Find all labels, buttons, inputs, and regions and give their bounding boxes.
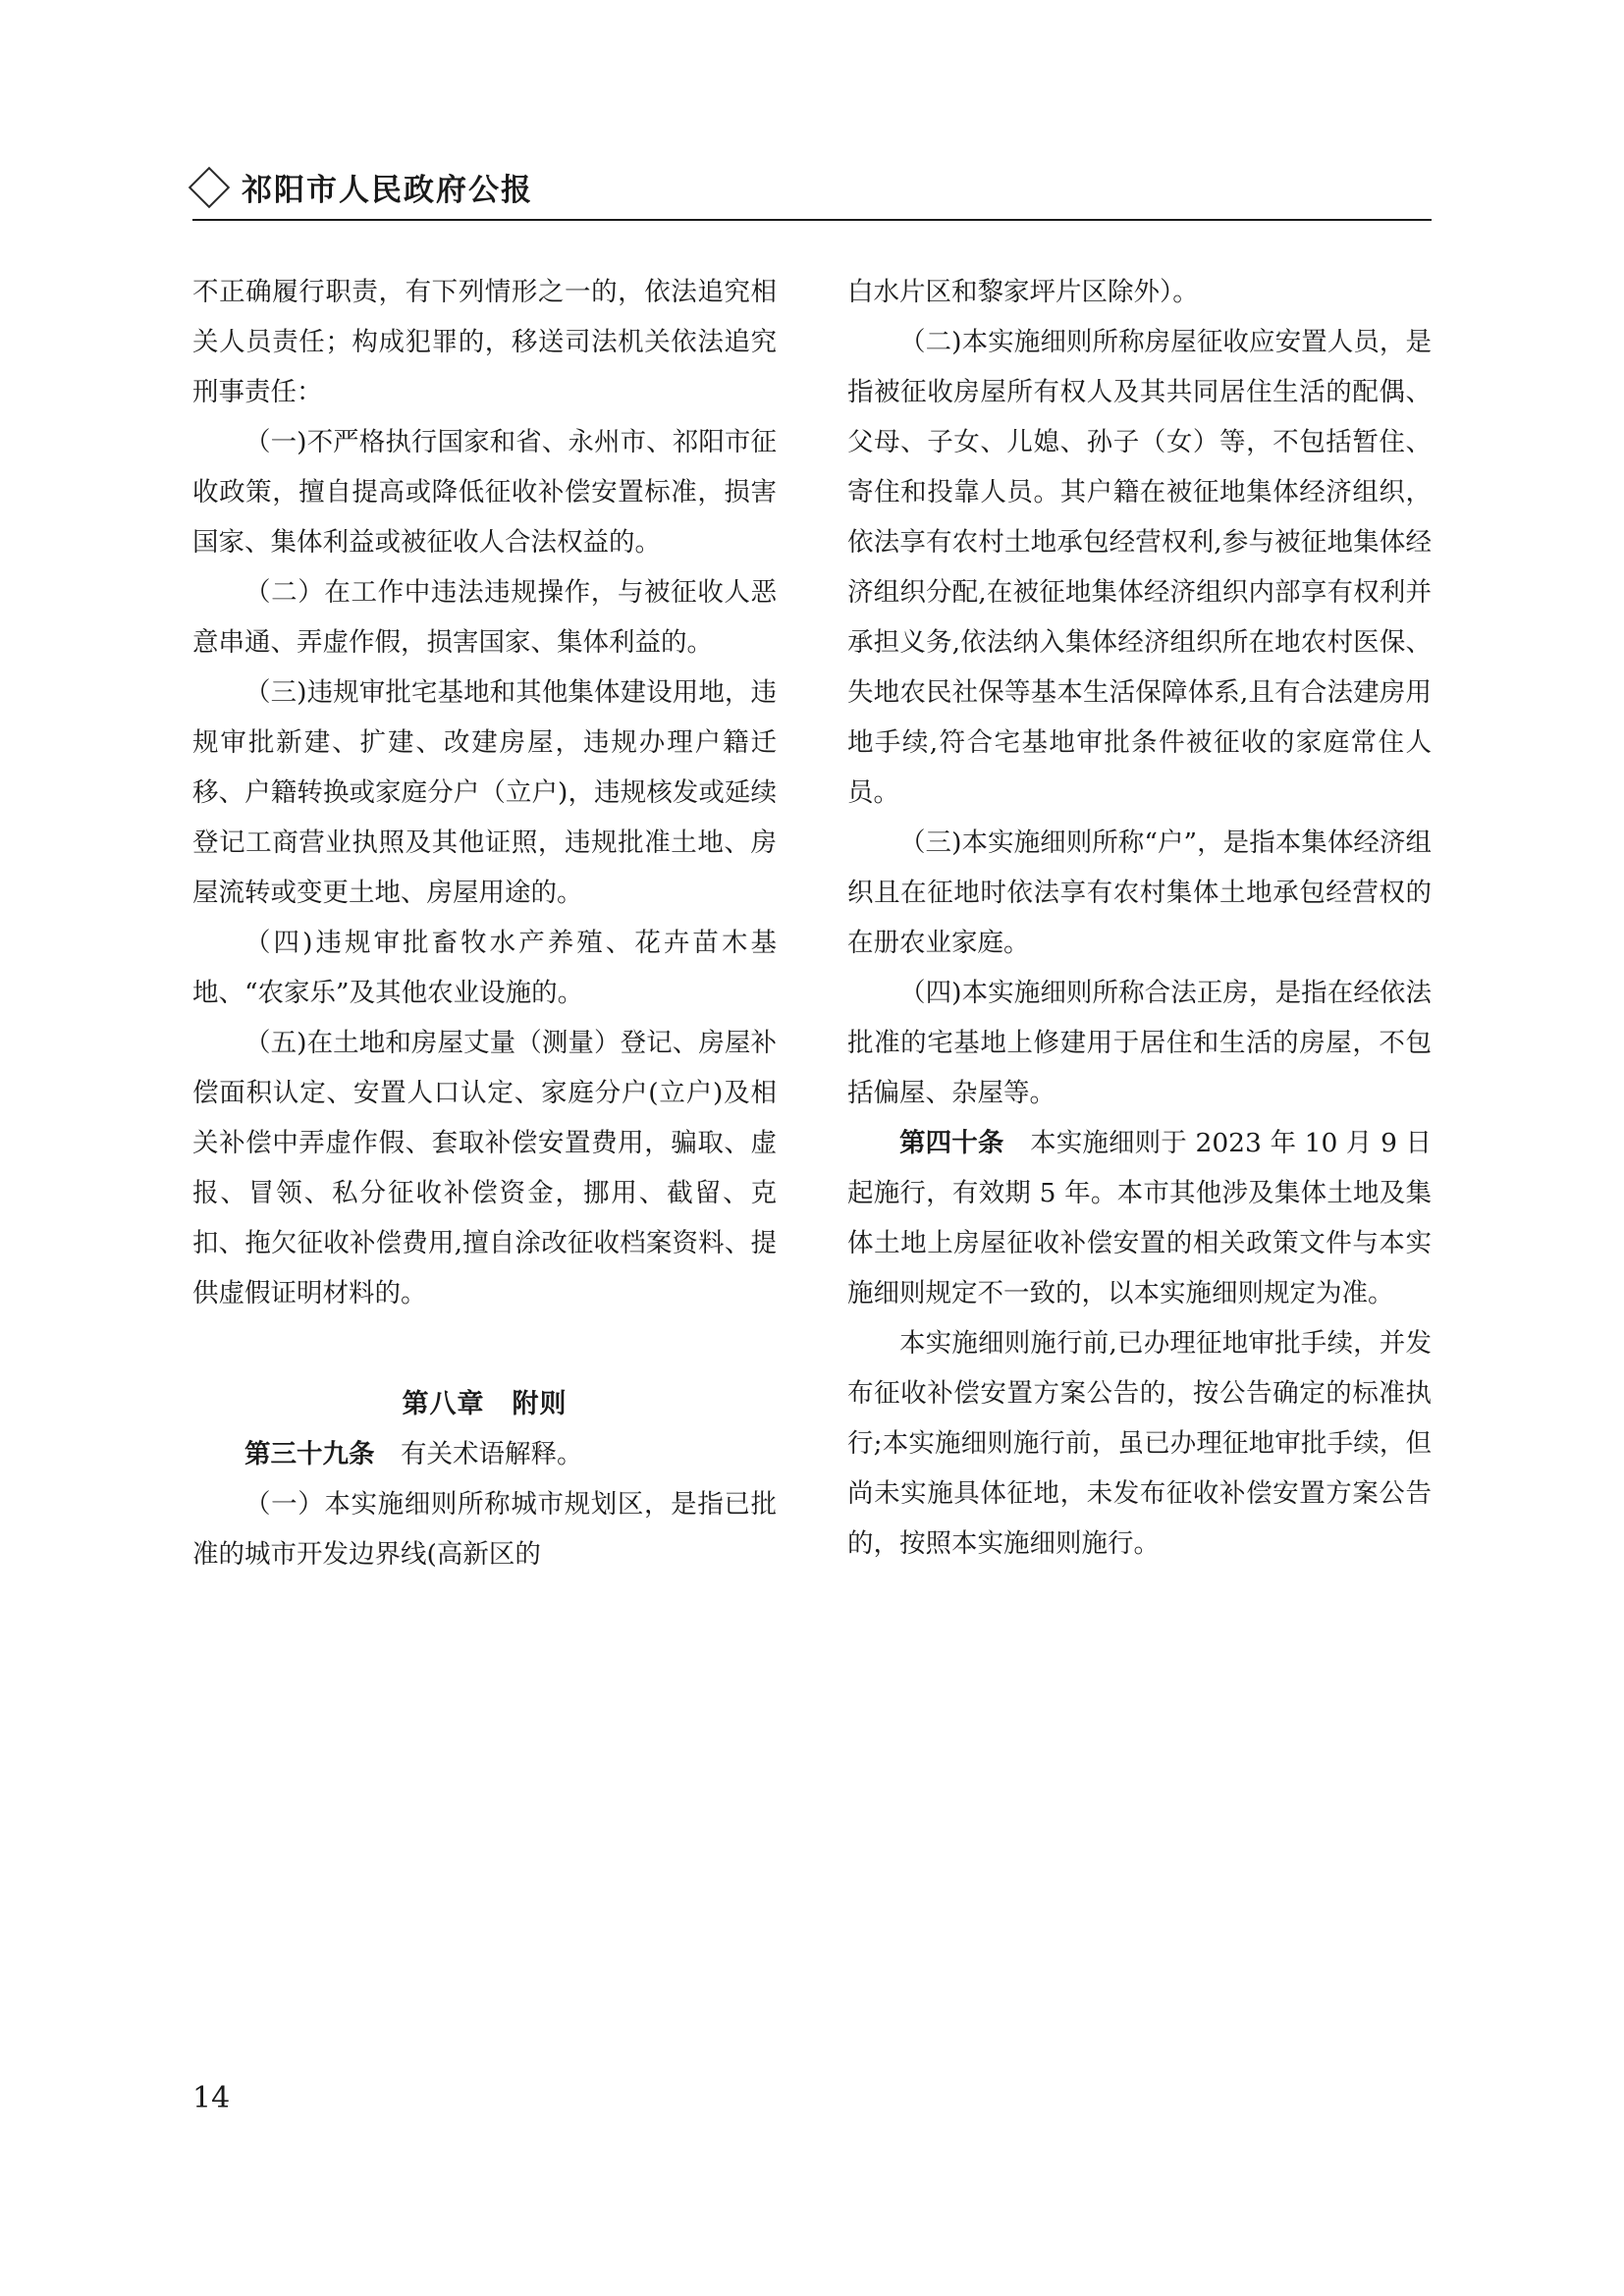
- paragraph: （四)违规审批畜牧水产养殖、花卉苗木基地、“农家乐”及其他农业设施的。: [192, 928, 777, 1008]
- page-header: [192, 165, 1432, 224]
- paragraph: （二）在工作中违法违规操作，与被征收人恶意串通、弄虚作假，损害国家、集体利益的。: [192, 577, 777, 658]
- article-40: [847, 1118, 1432, 1318]
- body-columns: [192, 267, 1432, 1579]
- page-number: 14: [192, 2081, 231, 2115]
- paragraph: （三)本实施细则所称“户”，是指本集体经济组织且在征地时依法享有农村集体土地承包经营权的在册农业家庭。: [847, 828, 1432, 958]
- right-column: [847, 267, 1432, 1579]
- left-column: [192, 267, 777, 1579]
- article-40-label: 第四十条: [899, 1128, 1004, 1158]
- article-39-text: 有关术语解释。: [374, 1439, 583, 1469]
- paragraph: （一）本实施细则所称城市规划区，是指已批准的城市开发边界线(高新区的: [192, 1489, 777, 1570]
- publication-title: 祁阳市人民政府公报: [242, 173, 533, 208]
- paragraph: （三)违规审批宅基地和其他集体建设用地，违规审批新建、扩建、改建房屋，违规办理户籍迁移、户籍转换或家庭分户（立户)，违规核发或延续登记工商营业执照及其他证照，违规批准土地、房屋流转或变更土地、房屋用途的。: [192, 677, 777, 908]
- paragraph: 本实施细则施行前,已办理征地审批手续，并发布征收补偿安置方案公告的，按公告确定的标准执行;本实施细则施行前，虽已办理征地审批手续，但尚未实施具体征地，未发布征收补偿安置方案公告的，按照本实施细则施行。: [847, 1328, 1432, 1559]
- paragraph: （二)本实施细则所称房屋征收应安置人员，是指被征收房屋所有权人及其共同居住生活的配偶、父母、子女、儿媳、孙子（女）等，不包括暂住、寄住和投靠人员。其户籍在被征地集体经济组织，依法享有农村土地承包经营权利,参与被征地集体经济组织分配,在被征地集体经济组织内部享有权利并承担义务,依法纳入集体经济组织所在地农村医保、失地农民社保等基本生活保障体系,且有合法建房用地手续,符合宅基地审批条件被征收的家庭常住人员。: [847, 327, 1432, 808]
- paragraph: 不正确履行职责，有下列情形之一的，依法追究相关人员责任；构成犯罪的，移送司法机关依法追究刑事责任：: [192, 277, 777, 407]
- paragraph: （一)不严格执行国家和省、永州市、祁阳市征收政策，擅自提高或降低征收补偿安置标准，损害国家、集体利益或被征收人合法权益的。: [192, 427, 777, 558]
- article-39: [192, 1429, 777, 1479]
- paragraph: （四)本实施细则所称合法正房，是指在经依法批准的宅基地上修建用于居住和生活的房屋，不包括偏屋、杂屋等。: [847, 978, 1432, 1108]
- paragraph: 白水片区和黎家坪片区除外）。: [847, 277, 1199, 307]
- chapter-heading: 第八章 附则: [402, 1389, 568, 1419]
- article-39-label: 第三十九条: [244, 1439, 375, 1469]
- header-divider: [192, 219, 1432, 221]
- paragraph: （五)在土地和房屋丈量（测量）登记、房屋补偿面积认定、安置人口认定、家庭分户(立户)及相关补偿中弄虚作假、套取补偿安置费用，骗取、虚报、冒领、私分征收补偿资金，挪用、截留、克扣、拖欠征收补偿费用,擅自涂改征收档案资料、提供虚假证明材料的。: [192, 1028, 777, 1308]
- article-40-text: 本实施细则于 2023 年 10 月 9 日起施行，有效期 5 年。本市其他涉及集体土地及集体土地上房屋征收补偿安置的相关政策文件与本实施细则规定不一致的，以本实施细则规定为准。: [847, 1128, 1433, 1308]
- diamond-icon: [189, 166, 230, 207]
